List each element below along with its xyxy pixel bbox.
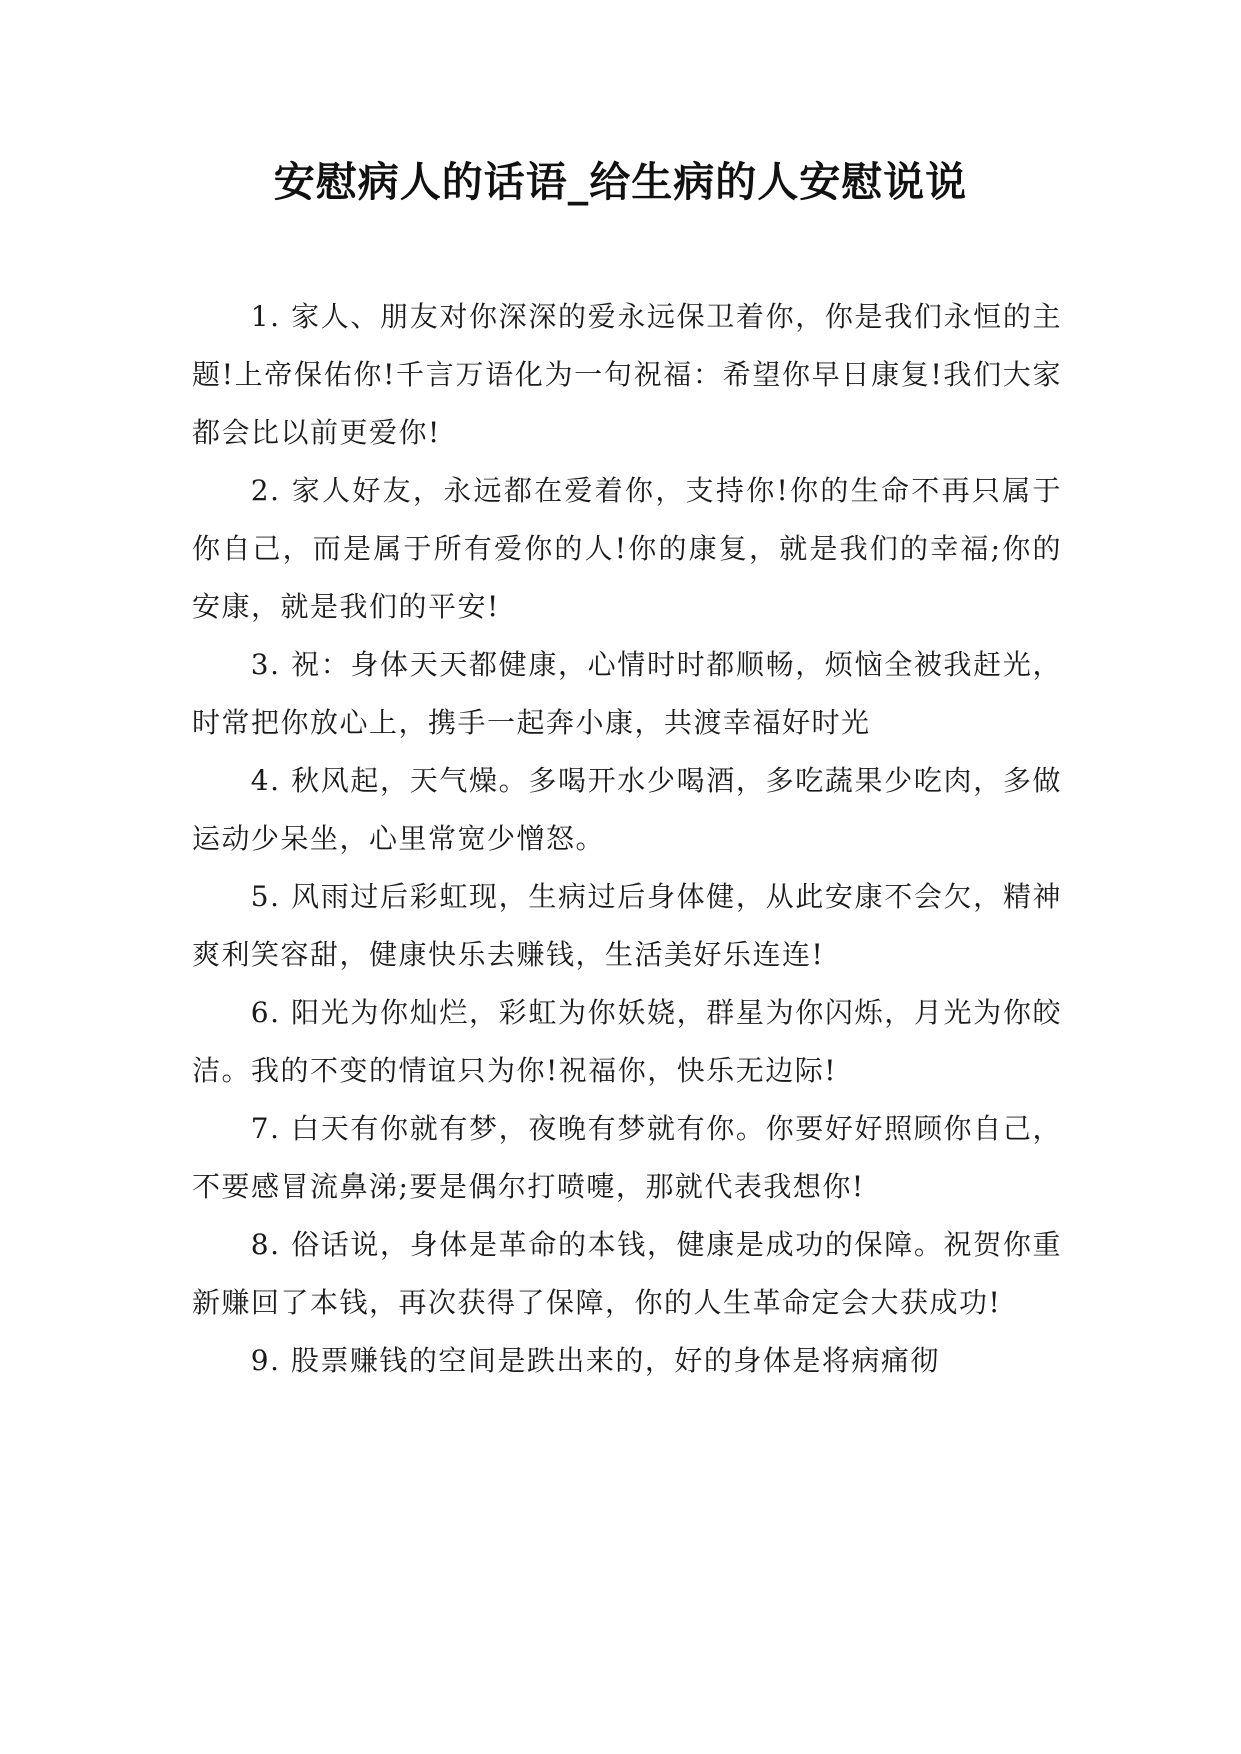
paragraph-2: 2. 家人好友，永远都在爱着你，支持你!你的生命不再只属于你自己，而是属于所有爱你的人!你的康复，就是我们的幸福;你的安康，就是我们的平安!	[192, 474, 1062, 623]
paragraph-4: 4. 秋风起，天气燥。多喝开水少喝酒，多吃蔬果少吃肉，多做运动少呆坐，心里常宽少憎怒。	[192, 764, 1062, 855]
paragraph-1: 1. 家人、朋友对你深深的爱永远保卫着你，你是我们永恒的主题!上帝保佑你!千言万语化为一句祝福：希望你早日康复!我们大家都会比以前更爱你!	[192, 300, 1062, 449]
paragraph-3: 3. 祝：身体天天都健康，心情时时都顺畅，烦恼全被我赶光，时常把你放心上，携手一起奔小康，共渡幸福好时光	[192, 648, 1062, 739]
paragraph-7: 7. 白天有你就有梦，夜晚有梦就有你。你要好好照顾你自己，不要感冒流鼻涕;要是偶尔打喷嚏，那就代表我想你!	[192, 1112, 1062, 1203]
paragraph-6: 6. 阳光为你灿烂，彩虹为你妖娆，群星为你闪烁，月光为你皎洁。我的不变的情谊只为你!祝福你，快乐无边际!	[192, 996, 1062, 1087]
page-title: 安慰病人的话语_给生病的人安慰说说	[273, 158, 968, 206]
document-body	[192, 288, 1062, 1390]
paragraph-5: 5. 风雨过后彩虹现，生病过后身体健，从此安康不会欠，精神爽利笑容甜，健康快乐去赚钱，生活美好乐连连!	[192, 880, 1062, 971]
paragraph-9: 9. 股票赚钱的空间是跌出来的，好的身体是将病痛彻	[250, 1344, 940, 1377]
paragraph-8: 8. 俗话说，身体是革命的本钱，健康是成功的保障。祝贺你重新赚回了本钱，再次获得了保障，你的人生革命定会大获成功!	[192, 1228, 1062, 1319]
